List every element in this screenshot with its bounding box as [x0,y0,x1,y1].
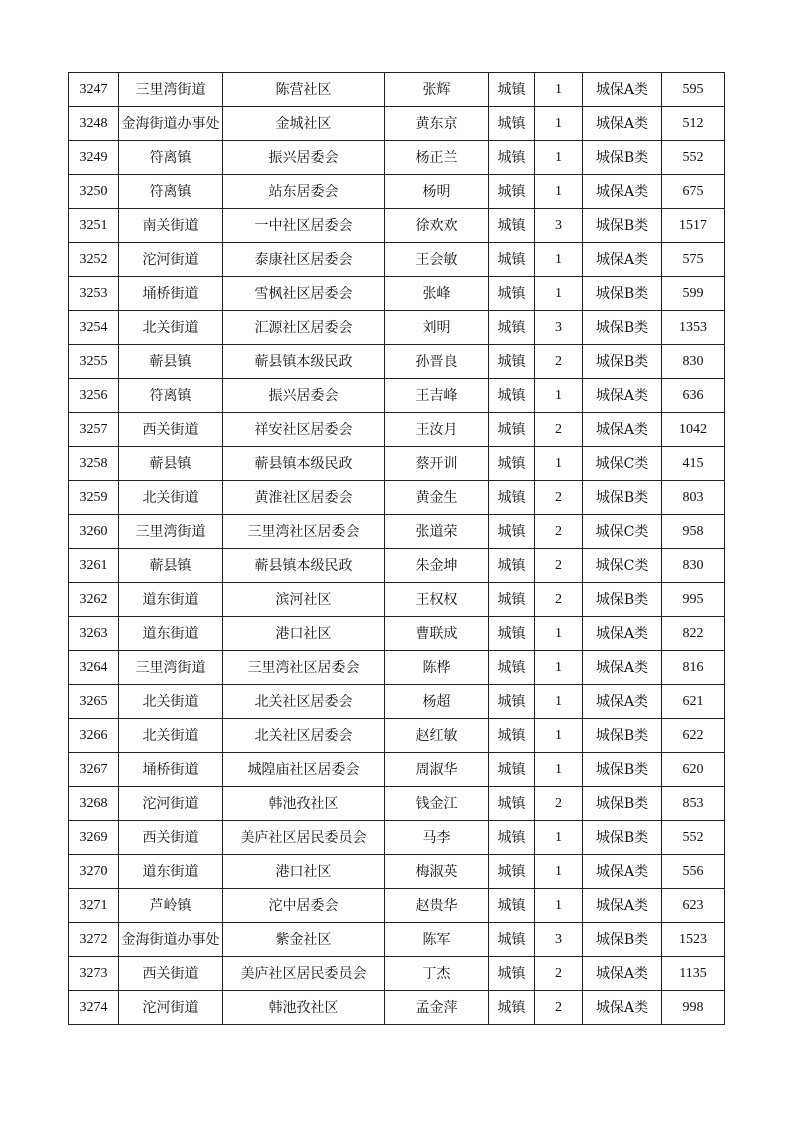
row-number: 3261 [69,549,119,583]
row-number: 3247 [69,73,119,107]
table-row [69,957,725,991]
table-row [69,447,725,481]
table-row [69,515,725,549]
assistance-category-cell: 城保B类 [583,753,662,787]
name-cell: 周淑华 [385,753,489,787]
street-cell: 沱河街道 [119,243,223,277]
row-number: 3270 [69,855,119,889]
household-members-cell: 1 [535,651,583,685]
name-cell: 孟金萍 [385,991,489,1025]
community-cell: 站东居委会 [223,175,385,209]
row-number: 3262 [69,583,119,617]
assistance-category-cell: 城保B类 [583,719,662,753]
amount-cell: 552 [662,821,725,855]
area-type-cell: 城镇 [489,209,535,243]
row-number: 3271 [69,889,119,923]
amount-cell: 620 [662,753,725,787]
assistance-category-cell: 城保C类 [583,549,662,583]
community-cell: 振兴居委会 [223,379,385,413]
table-row [69,651,725,685]
community-cell: 金城社区 [223,107,385,141]
household-members-cell: 3 [535,209,583,243]
area-type-cell: 城镇 [489,481,535,515]
table-row [69,617,725,651]
community-cell: 陈营社区 [223,73,385,107]
row-number: 3272 [69,923,119,957]
name-cell: 王权权 [385,583,489,617]
amount-cell: 998 [662,991,725,1025]
assistance-category-cell: 城保B类 [583,821,662,855]
assistance-category-cell: 城保A类 [583,175,662,209]
row-number: 3274 [69,991,119,1025]
household-members-cell: 1 [535,447,583,481]
household-members-cell: 1 [535,243,583,277]
name-cell: 陈桦 [385,651,489,685]
assistance-category-cell: 城保A类 [583,889,662,923]
name-cell: 马李 [385,821,489,855]
area-type-cell: 城镇 [489,889,535,923]
area-type-cell: 城镇 [489,753,535,787]
household-members-cell: 1 [535,617,583,651]
amount-cell: 1353 [662,311,725,345]
community-cell: 北关社区居委会 [223,719,385,753]
street-cell: 北关街道 [119,719,223,753]
amount-cell: 622 [662,719,725,753]
assistance-category-cell: 城保B类 [583,345,662,379]
community-cell: 北关社区居委会 [223,685,385,719]
household-members-cell: 2 [535,481,583,515]
area-type-cell: 城镇 [489,685,535,719]
household-members-cell: 1 [535,107,583,141]
household-members-cell: 1 [535,175,583,209]
household-members-cell: 1 [535,141,583,175]
table-row [69,413,725,447]
community-cell: 港口社区 [223,617,385,651]
street-cell: 北关街道 [119,311,223,345]
row-number: 3250 [69,175,119,209]
name-cell: 刘明 [385,311,489,345]
community-cell: 滨河社区 [223,583,385,617]
table-body [69,73,725,1025]
name-cell: 朱金坤 [385,549,489,583]
community-cell: 蕲县镇本级民政 [223,447,385,481]
assistance-category-cell: 城保B类 [583,923,662,957]
community-cell: 振兴居委会 [223,141,385,175]
community-cell: 三里湾社区居委会 [223,651,385,685]
table-row [69,821,725,855]
assistance-category-cell: 城保A类 [583,957,662,991]
row-number: 3265 [69,685,119,719]
name-cell: 徐欢欢 [385,209,489,243]
name-cell: 张峰 [385,277,489,311]
household-members-cell: 3 [535,311,583,345]
household-members-cell: 2 [535,345,583,379]
community-cell: 美庐社区居民委员会 [223,821,385,855]
name-cell: 杨超 [385,685,489,719]
table-row [69,855,725,889]
row-number: 3266 [69,719,119,753]
amount-cell: 830 [662,549,725,583]
street-cell: 金海街道办事处 [119,923,223,957]
amount-cell: 958 [662,515,725,549]
street-cell: 南关街道 [119,209,223,243]
household-members-cell: 1 [535,855,583,889]
area-type-cell: 城镇 [489,277,535,311]
amount-cell: 623 [662,889,725,923]
street-cell: 蕲县镇 [119,345,223,379]
name-cell: 孙晋良 [385,345,489,379]
table-row [69,889,725,923]
household-members-cell: 2 [535,549,583,583]
table-row [69,277,725,311]
community-cell: 祥安社区居委会 [223,413,385,447]
row-number: 3251 [69,209,119,243]
area-type-cell: 城镇 [489,345,535,379]
assistance-category-cell: 城保B类 [583,209,662,243]
name-cell: 丁杰 [385,957,489,991]
assistance-category-cell: 城保C类 [583,447,662,481]
area-type-cell: 城镇 [489,175,535,209]
street-cell: 三里湾街道 [119,651,223,685]
street-cell: 符离镇 [119,175,223,209]
household-members-cell: 2 [535,583,583,617]
area-type-cell: 城镇 [489,957,535,991]
amount-cell: 575 [662,243,725,277]
row-number: 3256 [69,379,119,413]
row-number: 3259 [69,481,119,515]
table-row [69,175,725,209]
row-number: 3257 [69,413,119,447]
assistance-category-cell: 城保B类 [583,583,662,617]
assistance-category-cell: 城保A类 [583,107,662,141]
household-members-cell: 2 [535,787,583,821]
household-members-cell: 1 [535,719,583,753]
amount-cell: 552 [662,141,725,175]
street-cell: 三里湾街道 [119,515,223,549]
street-cell: 埇桥街道 [119,753,223,787]
amount-cell: 995 [662,583,725,617]
street-cell: 西关街道 [119,821,223,855]
assistance-category-cell: 城保A类 [583,991,662,1025]
table-row [69,685,725,719]
name-cell: 赵贵华 [385,889,489,923]
table-row [69,787,725,821]
area-type-cell: 城镇 [489,515,535,549]
row-number: 3273 [69,957,119,991]
area-type-cell: 城镇 [489,447,535,481]
street-cell: 道东街道 [119,583,223,617]
name-cell: 王汝月 [385,413,489,447]
amount-cell: 599 [662,277,725,311]
area-type-cell: 城镇 [489,379,535,413]
name-cell: 王吉峰 [385,379,489,413]
row-number: 3253 [69,277,119,311]
row-number: 3263 [69,617,119,651]
area-type-cell: 城镇 [489,243,535,277]
street-cell: 北关街道 [119,481,223,515]
table-row [69,209,725,243]
household-members-cell: 1 [535,73,583,107]
row-number: 3254 [69,311,119,345]
beneficiary-table [68,72,725,1025]
street-cell: 芦岭镇 [119,889,223,923]
assistance-category-cell: 城保A类 [583,855,662,889]
community-cell: 沱中居委会 [223,889,385,923]
street-cell: 北关街道 [119,685,223,719]
amount-cell: 595 [662,73,725,107]
table-row [69,991,725,1025]
table-row [69,481,725,515]
area-type-cell: 城镇 [489,923,535,957]
household-members-cell: 1 [535,379,583,413]
assistance-category-cell: 城保B类 [583,481,662,515]
name-cell: 钱金江 [385,787,489,821]
name-cell: 王会敏 [385,243,489,277]
table-row [69,753,725,787]
assistance-category-cell: 城保A类 [583,617,662,651]
name-cell: 梅淑英 [385,855,489,889]
assistance-category-cell: 城保B类 [583,787,662,821]
name-cell: 张道荣 [385,515,489,549]
household-members-cell: 2 [535,413,583,447]
table-row [69,583,725,617]
table-row [69,379,725,413]
street-cell: 道东街道 [119,855,223,889]
amount-cell: 830 [662,345,725,379]
community-cell: 蕲县镇本级民政 [223,549,385,583]
street-cell: 沱河街道 [119,787,223,821]
area-type-cell: 城镇 [489,719,535,753]
assistance-category-cell: 城保A类 [583,651,662,685]
community-cell: 城隍庙社区居委会 [223,753,385,787]
assistance-category-cell: 城保B类 [583,141,662,175]
community-cell: 汇源社区居委会 [223,311,385,345]
street-cell: 西关街道 [119,957,223,991]
amount-cell: 853 [662,787,725,821]
assistance-category-cell: 城保B类 [583,311,662,345]
household-members-cell: 1 [535,685,583,719]
area-type-cell: 城镇 [489,311,535,345]
table-row [69,345,725,379]
table-row [69,243,725,277]
area-type-cell: 城镇 [489,617,535,651]
street-cell: 三里湾街道 [119,73,223,107]
area-type-cell: 城镇 [489,821,535,855]
row-number: 3258 [69,447,119,481]
amount-cell: 803 [662,481,725,515]
area-type-cell: 城镇 [489,787,535,821]
amount-cell: 1517 [662,209,725,243]
community-cell: 紫金社区 [223,923,385,957]
table-row [69,73,725,107]
area-type-cell: 城镇 [489,583,535,617]
name-cell: 陈军 [385,923,489,957]
community-cell: 港口社区 [223,855,385,889]
table-row [69,549,725,583]
street-cell: 西关街道 [119,413,223,447]
name-cell: 蔡开训 [385,447,489,481]
row-number: 3267 [69,753,119,787]
row-number: 3252 [69,243,119,277]
community-cell: 韩池孜社区 [223,787,385,821]
row-number: 3255 [69,345,119,379]
name-cell: 黄东京 [385,107,489,141]
amount-cell: 512 [662,107,725,141]
amount-cell: 621 [662,685,725,719]
community-cell: 美庐社区居民委员会 [223,957,385,991]
household-members-cell: 3 [535,923,583,957]
area-type-cell: 城镇 [489,855,535,889]
area-type-cell: 城镇 [489,107,535,141]
household-members-cell: 1 [535,889,583,923]
amount-cell: 556 [662,855,725,889]
row-number: 3268 [69,787,119,821]
household-members-cell: 1 [535,277,583,311]
street-cell: 符离镇 [119,379,223,413]
assistance-category-cell: 城保A类 [583,379,662,413]
name-cell: 曹联成 [385,617,489,651]
assistance-category-cell: 城保B类 [583,277,662,311]
assistance-category-cell: 城保C类 [583,515,662,549]
row-number: 3269 [69,821,119,855]
row-number: 3264 [69,651,119,685]
community-cell: 蕲县镇本级民政 [223,345,385,379]
community-cell: 黄淮社区居委会 [223,481,385,515]
amount-cell: 1135 [662,957,725,991]
name-cell: 杨明 [385,175,489,209]
name-cell: 张辉 [385,73,489,107]
name-cell: 赵红敏 [385,719,489,753]
street-cell: 沱河街道 [119,991,223,1025]
community-cell: 一中社区居委会 [223,209,385,243]
community-cell: 三里湾社区居委会 [223,515,385,549]
table-row [69,719,725,753]
assistance-category-cell: 城保A类 [583,685,662,719]
street-cell: 金海街道办事处 [119,107,223,141]
row-number: 3260 [69,515,119,549]
area-type-cell: 城镇 [489,413,535,447]
assistance-category-cell: 城保A类 [583,73,662,107]
name-cell: 杨正兰 [385,141,489,175]
household-members-cell: 2 [535,991,583,1025]
row-number: 3248 [69,107,119,141]
area-type-cell: 城镇 [489,651,535,685]
area-type-cell: 城镇 [489,141,535,175]
table-row [69,107,725,141]
table-row [69,141,725,175]
household-members-cell: 2 [535,515,583,549]
community-cell: 泰康社区居委会 [223,243,385,277]
street-cell: 道东街道 [119,617,223,651]
table-row [69,923,725,957]
amount-cell: 415 [662,447,725,481]
amount-cell: 816 [662,651,725,685]
assistance-category-cell: 城保A类 [583,413,662,447]
amount-cell: 1523 [662,923,725,957]
community-cell: 韩池孜社区 [223,991,385,1025]
area-type-cell: 城镇 [489,549,535,583]
assistance-category-cell: 城保A类 [583,243,662,277]
street-cell: 蕲县镇 [119,447,223,481]
street-cell: 蕲县镇 [119,549,223,583]
amount-cell: 636 [662,379,725,413]
household-members-cell: 1 [535,753,583,787]
amount-cell: 822 [662,617,725,651]
household-members-cell: 1 [535,821,583,855]
table-row [69,311,725,345]
row-number: 3249 [69,141,119,175]
amount-cell: 675 [662,175,725,209]
name-cell: 黄金生 [385,481,489,515]
community-cell: 雪枫社区居委会 [223,277,385,311]
area-type-cell: 城镇 [489,73,535,107]
amount-cell: 1042 [662,413,725,447]
area-type-cell: 城镇 [489,991,535,1025]
street-cell: 符离镇 [119,141,223,175]
street-cell: 埇桥街道 [119,277,223,311]
household-members-cell: 2 [535,957,583,991]
